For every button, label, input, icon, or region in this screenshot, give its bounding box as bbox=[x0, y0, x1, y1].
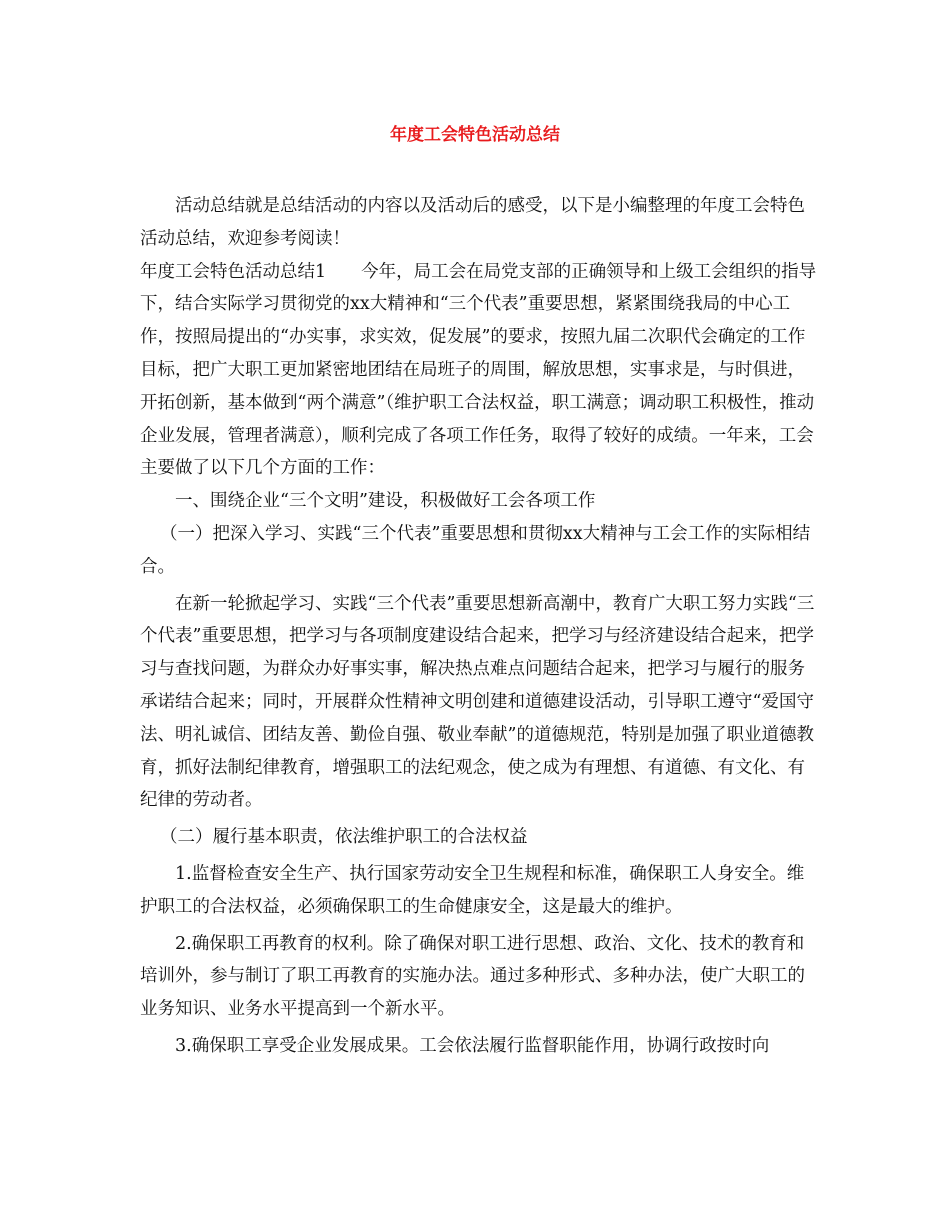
paragraph-intro: 活动总结就是总结活动的内容以及活动后的感受，以下是小编整理的年度工会特色活动总结，欢迎参考阅读！ bbox=[140, 196, 805, 249]
list-item-2: 2.确保职工再教育的权利。除了确保对职工进行思想、政治、文化、技术的教育和培训外，参与制订了职工再教育的实施办法。通过多种形式、多种办法，使广大职工的业务知识、业务水平提高到一个新水平。 bbox=[140, 933, 805, 1020]
list-item-1: 1.监督检查安全生产、执行国家劳动安全卫生规程和标准，确保职工人身安全。维护职工的合法权益，必须确保职工的生命健康安全，这是最大的维护。 bbox=[140, 863, 805, 917]
document-body bbox=[140, 190, 820, 1063]
subsection-heading-1: （一）把深入学习、实践“三个代表”重要思想和贯彻xx大精神与工会工作的实际相结合。 bbox=[140, 523, 811, 577]
paragraph-summary-1: 年度工会特色活动总结1 今年，局工会在局党支部的正确领导和上级工会组织的指导下，结合实际学习贯彻党的xx大精神和“三个代表”重要思想，紧紧围绕我局的中心工作，按照局提出的“办实事，求实效，促发展”的要求，按照九届二次职代会确定的工作目标，把广大职工更加紧密地团结在局班子的周围，解放思想，实事求是，与时俱进，开拓创新，基本做到“两个满意”（维护职工合法权益，职工满意；调动职工积极性，推动企业发展，管理者满意），顺利完成了各项工作任务，取得了较好的成绩。一年来，工会主要做了以下几个方面的工作： bbox=[140, 261, 817, 479]
paragraph-study-practice: 在新一轮掀起学习、实践“三个代表”重要思想新高潮中，教育广大职工努力实践“三个代表”重要思想，把学习与各项制度建设结合起来，把学习与经济建设结合起来，把学习与查找问题，为群众办好事实事，解决热点难点问题结合起来，把学习与履行的服务承诺结合起来；同时，开展群众性精神文明创建和道德建设活动，引导职工遵守“爱国守法、明礼诚信、团结友善、勤俭自强、敬业奉献”的道德规范，特别是加强了职业道德教育，抓好法制纪律教育，增强职工的法纪观念，使之成为有理想、有道德、有文化、有纪律的劳动者。 bbox=[140, 593, 815, 811]
section-heading-1: 一、围绕企业“三个文明”建设，积极做好工会各项工作 bbox=[175, 491, 596, 512]
subsection-heading-2: （二）履行基本职责，依法维护职工的合法权益 bbox=[160, 827, 528, 848]
document-title: 年度工会特色活动总结 bbox=[390, 125, 560, 145]
list-item-3: 3.确保职工享受企业发展成果。工会依法履行监督职能作用，协调行政按时向 bbox=[175, 1035, 770, 1056]
